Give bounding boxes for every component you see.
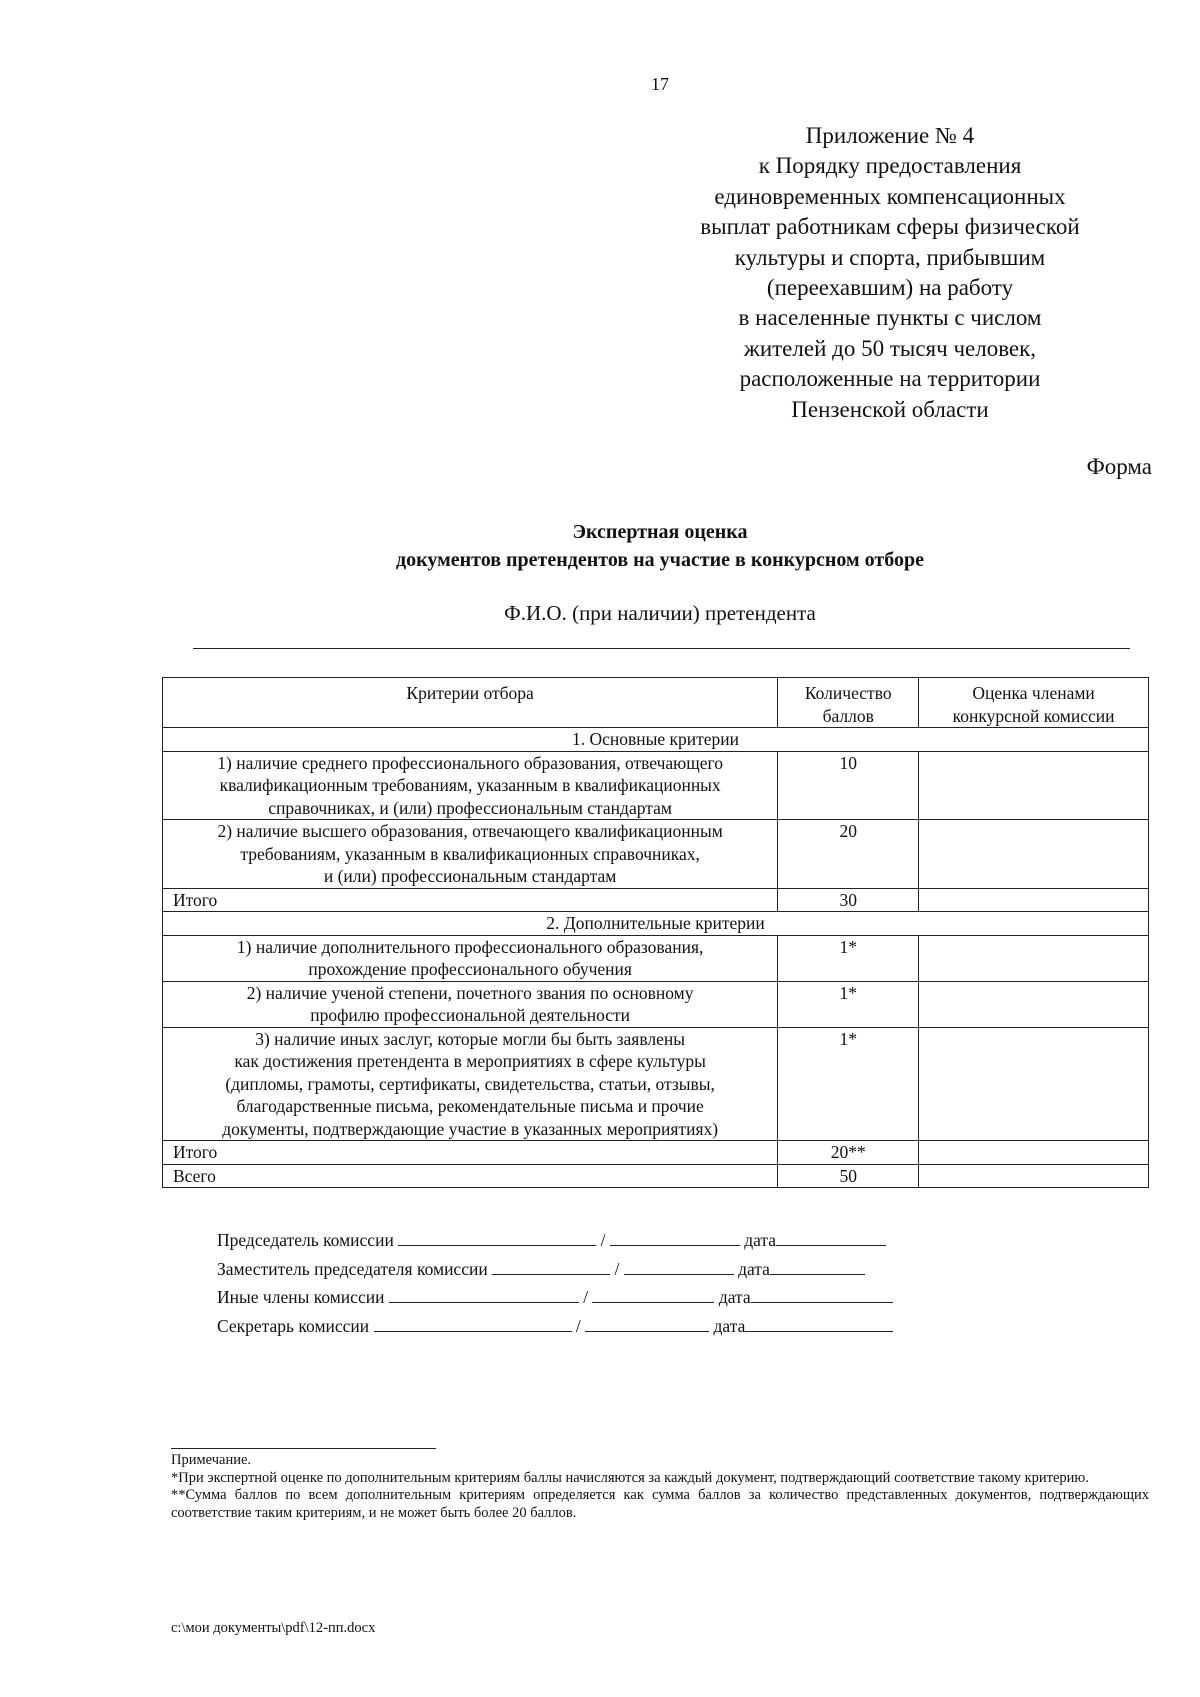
applicant-name-line [193, 648, 1130, 649]
table-row [163, 1027, 1149, 1141]
criterion-text [163, 820, 778, 889]
signature-field[interactable] [389, 1288, 579, 1303]
criterion-line: и (или) профессиональным стандартам [323, 866, 617, 886]
name-field[interactable] [585, 1317, 709, 1332]
grand-total-points: 50 [778, 1164, 919, 1188]
header-points-line: баллов [822, 705, 874, 726]
criterion-line: документы, подтверждающие участие в указанных мероприятиях) [222, 1118, 719, 1139]
commission-score-cell[interactable] [919, 981, 1149, 1027]
grand-total-label: Всего [163, 1164, 778, 1188]
appendix-line: Пензенской области [791, 396, 989, 422]
appendix-line: единовременных компенсационных [714, 183, 1066, 209]
criterion-line: 1) наличие среднего профессионального образования, отвечающего [217, 752, 723, 773]
criterion-points: 20 [778, 820, 919, 889]
signature-block [217, 1226, 893, 1340]
signature-role: Иные члены комиссии [217, 1287, 385, 1307]
criterion-line: профилю профессиональной деятельности [310, 1005, 631, 1025]
appendix-line: Приложение № 4 [805, 123, 975, 148]
name-field[interactable] [624, 1260, 734, 1275]
document-title [0, 518, 1200, 574]
appendix-line: в населенные пункты с числом [738, 305, 1042, 331]
date-field[interactable] [745, 1317, 893, 1332]
appendix-line: выплат работникам сферы физической [700, 214, 1080, 240]
date-label: дата [738, 1258, 770, 1279]
criterion-text [163, 935, 778, 981]
signature-field[interactable] [398, 1231, 596, 1246]
name-field[interactable] [592, 1288, 714, 1303]
section-row [163, 728, 1149, 752]
criterion-points: 1* [778, 1027, 919, 1141]
criterion-line: как достижения претендента в мероприятиях в сфере культуры [234, 1051, 706, 1071]
signature-separator: / [614, 1258, 620, 1279]
header-commission-score [919, 678, 1149, 728]
page-number: 17 [651, 74, 669, 94]
header-points-line: Количество [804, 683, 892, 703]
criterion-line: 1) наличие дополнительного профессионального образования, [236, 936, 704, 957]
signature-role: Заместитель председателя комиссии [217, 1258, 488, 1279]
date-label: дата [718, 1287, 751, 1307]
appendix-line: к Порядку предоставления [758, 153, 1022, 179]
criterion-line: 3) наличие иных заслуг, которые могли бы быть заявлены [255, 1028, 686, 1049]
footnote-2: **Сумма баллов по всем дополнительным критериям определяется как сумма баллов за количество представленных документов, подтверждающих соответствие таким критериям, и не может быть более 20 баллов. [171, 1487, 1149, 1521]
signature-separator: / [600, 1230, 606, 1250]
criterion-line: прохождение профессионального обучения [308, 959, 632, 979]
header-points [778, 678, 919, 728]
signature-line-deputy [217, 1255, 893, 1284]
commission-score-cell[interactable] [919, 1164, 1149, 1188]
subtotal-points: 30 [778, 888, 919, 912]
criterion-line: 2) наличие ученой степени, почетного звания по основному [246, 982, 694, 1003]
table-row [163, 751, 1149, 820]
header-score-line: Оценка членами [972, 683, 1095, 703]
signature-line-members [217, 1283, 893, 1312]
criterion-points: 1* [778, 935, 919, 981]
criterion-line: справочниках, и (или) профессиональным стандартам [268, 797, 672, 818]
signature-role: Секретарь комиссии [217, 1315, 370, 1336]
signature-field[interactable] [374, 1317, 572, 1332]
commission-score-cell[interactable] [919, 935, 1149, 981]
applicant-name-label: Ф.И.О. (при наличии) претендента [504, 601, 816, 625]
title-line-2: документов претендентов на участие в конкурсном отборе [396, 549, 924, 571]
signature-separator: / [583, 1287, 589, 1307]
criterion-line: благодарственные письма, рекомендательные письма и прочие [236, 1096, 704, 1116]
commission-score-cell[interactable] [919, 1027, 1149, 1141]
criterion-line: требованиям, указанным в квалификационных справочниках, [240, 843, 700, 864]
appendix-line: (переехавшим) на работу [766, 275, 1014, 301]
date-field[interactable] [751, 1288, 893, 1303]
signature-field[interactable] [492, 1260, 610, 1275]
table-row [163, 820, 1149, 889]
commission-score-cell[interactable] [919, 888, 1149, 912]
subtotal-row [163, 1141, 1149, 1165]
criteria-table [162, 677, 1149, 1188]
date-field[interactable] [770, 1260, 865, 1275]
table-header-row [163, 678, 1149, 728]
commission-score-cell[interactable] [919, 1141, 1149, 1165]
criterion-line: 2) наличие высшего образования, отвечающего квалификационным [217, 821, 723, 841]
signature-separator: / [575, 1315, 581, 1336]
date-label: дата [744, 1230, 777, 1250]
notes-heading: Примечание. [171, 1452, 252, 1468]
header-score-line: конкурсной комиссии [952, 705, 1115, 726]
commission-score-cell[interactable] [919, 820, 1149, 889]
commission-score-cell[interactable] [919, 751, 1149, 820]
criterion-points: 10 [778, 751, 919, 820]
table-row [163, 981, 1149, 1027]
criterion-text [163, 1027, 778, 1141]
form-label: Форма [1086, 454, 1152, 479]
footnote-divider [171, 1448, 436, 1449]
grand-total-row [163, 1164, 1149, 1188]
signature-line-chairman [217, 1226, 893, 1255]
criterion-line: (дипломы, грамоты, сертификаты, свидетельства, статьи, отзывы, [225, 1073, 715, 1094]
section-title: 2. Дополнительные критерии [163, 912, 1149, 936]
date-field[interactable] [776, 1231, 886, 1246]
table-row [163, 935, 1149, 981]
appendix-header [640, 121, 1140, 425]
criterion-line: квалификационным требованиям, указанным в квалификационных [219, 775, 721, 795]
footnotes [171, 1452, 1149, 1522]
section-title: 1. Основные критерии [163, 728, 1149, 752]
title-line-1: Экспертная оценка [572, 521, 748, 543]
file-path-footer: c:\мои документы\pdf\12-пп.docx [171, 1620, 376, 1636]
header-criteria: Критерии отбора [163, 678, 778, 728]
signature-line-secretary [217, 1312, 893, 1341]
date-label: дата [713, 1315, 746, 1336]
section-row [163, 912, 1149, 936]
footnote-1: *При экспертной оценке по дополнительным критериям баллы начисляются за каждый документ, подтверждающий соответствие такому критерию. [171, 1469, 1089, 1486]
subtotal-row [163, 888, 1149, 912]
signature-role: Председатель комиссии [217, 1230, 394, 1250]
criterion-points: 1* [778, 981, 919, 1027]
subtotal-label: Итого [163, 888, 778, 912]
subtotal-points: 20** [778, 1141, 919, 1165]
appendix-line: культуры и спорта, прибывшим [734, 244, 1046, 270]
appendix-line: расположенные на территории [739, 366, 1041, 392]
criterion-text [163, 981, 778, 1027]
name-field[interactable] [610, 1231, 740, 1246]
subtotal-label: Итого [163, 1141, 778, 1165]
appendix-line: жителей до 50 тысяч человек, [743, 335, 1037, 361]
criterion-text [163, 751, 778, 820]
